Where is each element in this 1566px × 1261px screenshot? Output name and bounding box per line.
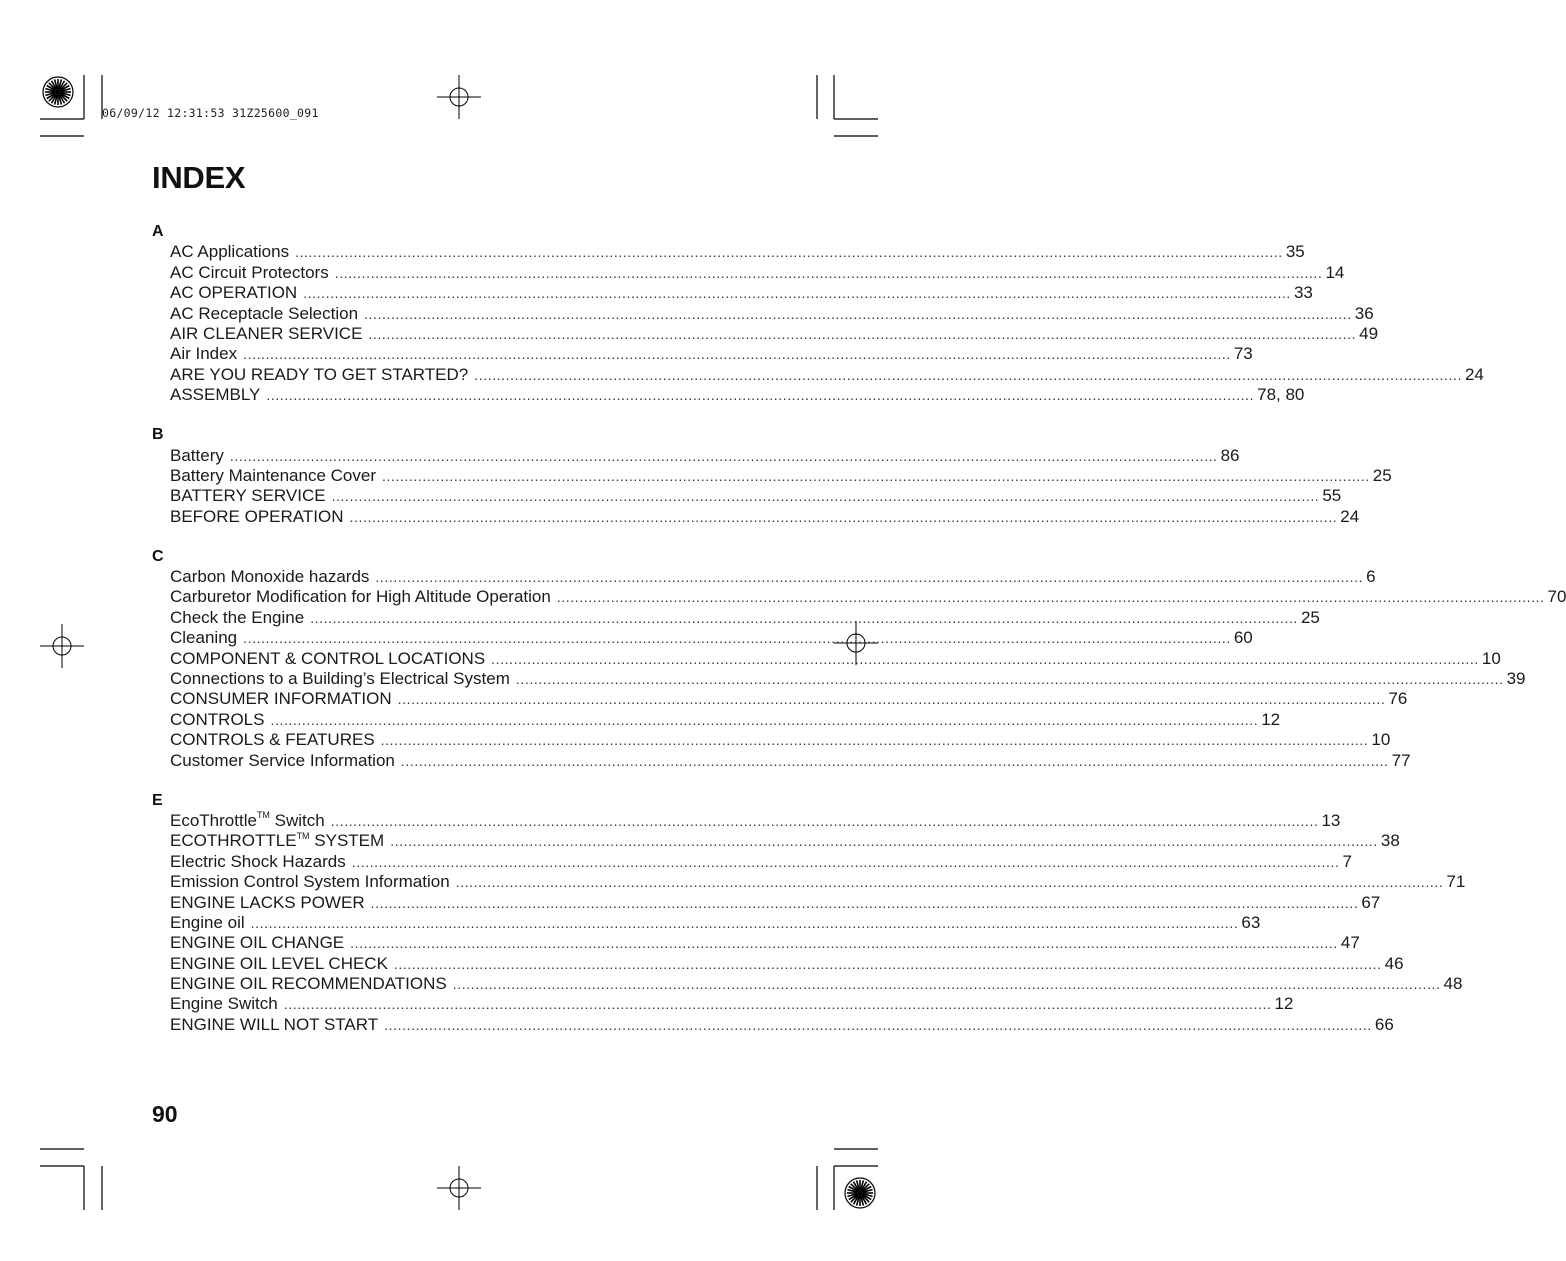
dot-leader: ............................................................................................................................................................................................................................ xyxy=(515,671,1504,687)
entry-page: 7 xyxy=(1342,851,1352,871)
entry-page: 25 xyxy=(1300,607,1320,627)
dot-leader: ............................................................................................................................................................................................................................ xyxy=(266,387,1255,404)
index-entry xyxy=(152,465,1392,486)
dot-leader: ............................................................................................................................................................................................................................ xyxy=(250,914,1239,931)
entry-page: 78, 80 xyxy=(1257,385,1305,405)
entry-page: 33 xyxy=(1293,283,1313,303)
dot-leader: ............................................................................................................................................................................................................................ xyxy=(390,833,1378,850)
entry-page: 10 xyxy=(1371,730,1391,750)
entry-term: Customer Service Information xyxy=(170,750,395,770)
index-entry xyxy=(152,810,1341,831)
dot-leader: ............................................................................................................................................................................................................................ xyxy=(380,732,1369,749)
entry-term: Air Index xyxy=(170,344,238,364)
entry-page: 25 xyxy=(1372,465,1392,485)
dot-leader: ............................................................................................................................................................................................................................ xyxy=(303,285,1291,302)
entry-term: Engine Switch xyxy=(170,994,278,1014)
entry-term: ARE YOU READY TO GET STARTED? xyxy=(170,364,469,384)
entry-term: CONTROLS xyxy=(170,709,265,729)
dot-leader: ............................................................................................................................................................................................................................ xyxy=(283,996,1272,1013)
entry-page: 12 xyxy=(1261,709,1281,729)
entry-term: ECOTHROTTLE™ SYSTEM xyxy=(170,830,385,851)
index-section-b xyxy=(152,425,1392,527)
entry-page: 10 xyxy=(1481,648,1501,668)
index-entry xyxy=(152,262,1345,283)
entry-term: Carburetor Modification for High Altitude Operation xyxy=(170,587,551,607)
index-entry xyxy=(152,628,1253,648)
entry-term: AC Circuit Protectors xyxy=(170,262,329,282)
index-list xyxy=(152,222,1566,1055)
index-entry xyxy=(152,872,1466,892)
entry-term: ENGINE OIL CHANGE xyxy=(170,933,345,953)
index-entry xyxy=(152,933,1360,953)
index-entry xyxy=(152,892,1381,913)
index-entry xyxy=(152,445,1240,466)
index-entry xyxy=(152,242,1305,262)
dot-leader: ............................................................................................................................................................................................................................ xyxy=(349,508,1338,525)
index-entry xyxy=(152,385,1305,405)
entry-term: CONSUMER INFORMATION xyxy=(170,689,392,709)
index-entry xyxy=(152,830,1400,851)
entry-term: AIR CLEANER SERVICE xyxy=(170,323,363,343)
index-entry xyxy=(152,283,1313,303)
section-letter: A xyxy=(152,223,164,240)
dot-leader: ............................................................................................................................................................................................................................ xyxy=(270,711,1259,728)
section-letter: E xyxy=(152,791,163,809)
dot-leader: ............................................................................................................................................................................................................................ xyxy=(474,366,1462,383)
entry-page: 73 xyxy=(1233,344,1253,364)
entry-term: Electric Shock Hazards xyxy=(170,851,346,871)
index-entry xyxy=(152,689,1408,709)
registration-mark-left xyxy=(40,624,84,668)
dot-leader: ............................................................................................................................................................................................................................ xyxy=(491,650,1479,667)
index-entry xyxy=(152,486,1342,506)
entry-term: EcoThrottle™ Switch xyxy=(170,810,325,830)
dot-leader: ............................................................................................................................................................................................................................ xyxy=(364,305,1352,322)
dot-leader: ............................................................................................................................................................................................................................ xyxy=(400,752,1389,769)
page-number: 90 xyxy=(152,1101,178,1127)
entry-term: AC Receptacle Selection xyxy=(170,303,359,323)
index-entry xyxy=(152,1014,1394,1035)
entry-page: 71 xyxy=(1446,872,1466,892)
index-entry xyxy=(152,994,1294,1014)
dot-leader: ............................................................................................................................................................................................................................ xyxy=(310,609,1298,626)
dot-leader: ............................................................................................................................................................................................................................ xyxy=(330,812,1319,829)
dot-leader: ............................................................................................................................................................................................................................ xyxy=(397,691,1386,708)
entry-term: Connections to a Building’s Electrical System xyxy=(170,669,510,688)
index-entry xyxy=(152,506,1360,527)
entry-term: AC Applications xyxy=(170,242,290,262)
dot-leader: ............................................................................................................................................................................................................................ xyxy=(243,346,1231,363)
entry-term: Emission Control System Information xyxy=(170,872,450,892)
index-entry xyxy=(152,912,1261,933)
registration-mark-top xyxy=(437,75,481,119)
index-entry xyxy=(152,364,1484,385)
entry-page: 70 xyxy=(1547,587,1566,607)
entry-term: ENGINE OIL LEVEL CHECK xyxy=(170,953,388,973)
entry-term: BEFORE OPERATION xyxy=(170,506,344,526)
dot-leader: ............................................................................................................................................................................................................................ xyxy=(393,955,1382,972)
dot-leader: ............................................................................................................................................................................................................................ xyxy=(243,630,1231,647)
entry-term: Check the Engine xyxy=(170,607,305,627)
entry-term: Engine oil xyxy=(170,912,245,932)
trademark-symbol: TM xyxy=(296,830,310,841)
index-entry xyxy=(152,567,1376,587)
index-entry xyxy=(152,730,1391,750)
registration-mark-bottom xyxy=(437,1166,481,1210)
index-entry xyxy=(152,648,1501,669)
entry-term: ENGINE LACKS POWER xyxy=(170,892,365,912)
starburst-mark-bottom-right xyxy=(845,1178,875,1208)
entry-page: 86 xyxy=(1220,445,1240,465)
entry-page: 39 xyxy=(1506,669,1526,688)
entry-page: 49 xyxy=(1359,323,1379,343)
entry-page: 6 xyxy=(1366,567,1376,587)
dot-leader: ............................................................................................................................................................................................................................ xyxy=(334,264,1323,281)
print-timestamp: 06/09/12 12:31:53 31Z25600_091 xyxy=(102,106,319,120)
entry-term: Carbon Monoxide hazards xyxy=(170,567,370,587)
entry-term: ENGINE OIL RECOMMENDATIONS xyxy=(170,974,447,994)
entry-term: CONTROLS & FEATURES xyxy=(170,730,375,750)
entry-page: 46 xyxy=(1384,953,1404,973)
entry-term: ASSEMBLY xyxy=(170,385,261,405)
dot-leader: ............................................................................................................................................................................................................................ xyxy=(229,447,1218,464)
entry-page: 38 xyxy=(1380,831,1400,851)
dot-leader: ............................................................................................................................................................................................................................ xyxy=(452,976,1441,993)
entry-term: COMPONENT & CONTROL LOCATIONS xyxy=(170,648,486,668)
dot-leader: ............................................................................................................................................................................................................................ xyxy=(556,589,1545,606)
index-entry xyxy=(152,953,1404,974)
entry-page: 35 xyxy=(1285,242,1305,262)
index-section-c xyxy=(152,547,1566,771)
entry-page: 77 xyxy=(1391,750,1411,770)
entry-page: 60 xyxy=(1233,628,1253,648)
index-section-a xyxy=(152,222,1484,406)
trademark-symbol: TM xyxy=(256,810,270,821)
section-letter: B xyxy=(152,426,164,444)
entry-page: 47 xyxy=(1340,933,1360,953)
index-entry xyxy=(152,709,1281,730)
index-entry xyxy=(152,669,1526,689)
entry-page: 24 xyxy=(1464,364,1484,384)
entry-page: 66 xyxy=(1374,1014,1394,1034)
section-letter: C xyxy=(152,547,164,565)
page-title: INDEX xyxy=(152,160,246,195)
entry-page: 13 xyxy=(1321,810,1341,830)
index-entry xyxy=(152,974,1463,994)
index-entry xyxy=(152,851,1352,872)
entry-term: AC OPERATION xyxy=(170,283,298,303)
dot-leader: ............................................................................................................................................................................................................................ xyxy=(384,1016,1372,1033)
dot-leader: ............................................................................................................................................................................................................................ xyxy=(331,488,1320,505)
dot-leader: ............................................................................................................................................................................................................................ xyxy=(370,894,1359,911)
dot-leader: ............................................................................................................................................................................................................................ xyxy=(375,569,1364,586)
entry-page: 67 xyxy=(1361,892,1381,912)
entry-page: 55 xyxy=(1322,486,1342,506)
dot-leader: ............................................................................................................................................................................................................................ xyxy=(368,325,1357,342)
entry-term: BATTERY SERVICE xyxy=(170,486,326,506)
entry-page: 12 xyxy=(1274,994,1294,1014)
entry-page: 48 xyxy=(1443,974,1463,994)
index-entry xyxy=(152,750,1411,771)
index-entry xyxy=(152,344,1253,364)
index-entry xyxy=(152,303,1374,324)
entry-term: Battery Maintenance Cover xyxy=(170,465,376,485)
dot-leader: ............................................................................................................................................................................................................................ xyxy=(455,874,1444,891)
dot-leader: ............................................................................................................................................................................................................................ xyxy=(350,935,1338,952)
entry-term: ENGINE WILL NOT START xyxy=(170,1014,379,1034)
dot-leader: ............................................................................................................................................................................................................................ xyxy=(382,467,1370,484)
entry-page: 63 xyxy=(1241,912,1261,932)
index-entry xyxy=(152,587,1566,607)
entry-page: 24 xyxy=(1340,506,1360,526)
starburst-mark-top-left xyxy=(43,77,73,107)
entry-term: Battery xyxy=(170,445,224,465)
index-entry xyxy=(152,323,1379,344)
index-entry xyxy=(152,607,1320,628)
entry-term: Cleaning xyxy=(170,628,238,648)
entry-page: 36 xyxy=(1354,303,1374,323)
dot-leader: ............................................................................................................................................................................................................................ xyxy=(351,853,1340,870)
dot-leader: ............................................................................................................................................................................................................................ xyxy=(295,244,1283,261)
entry-page: 14 xyxy=(1325,262,1345,282)
entry-page: 76 xyxy=(1388,689,1408,709)
index-section-e xyxy=(152,791,1466,1036)
